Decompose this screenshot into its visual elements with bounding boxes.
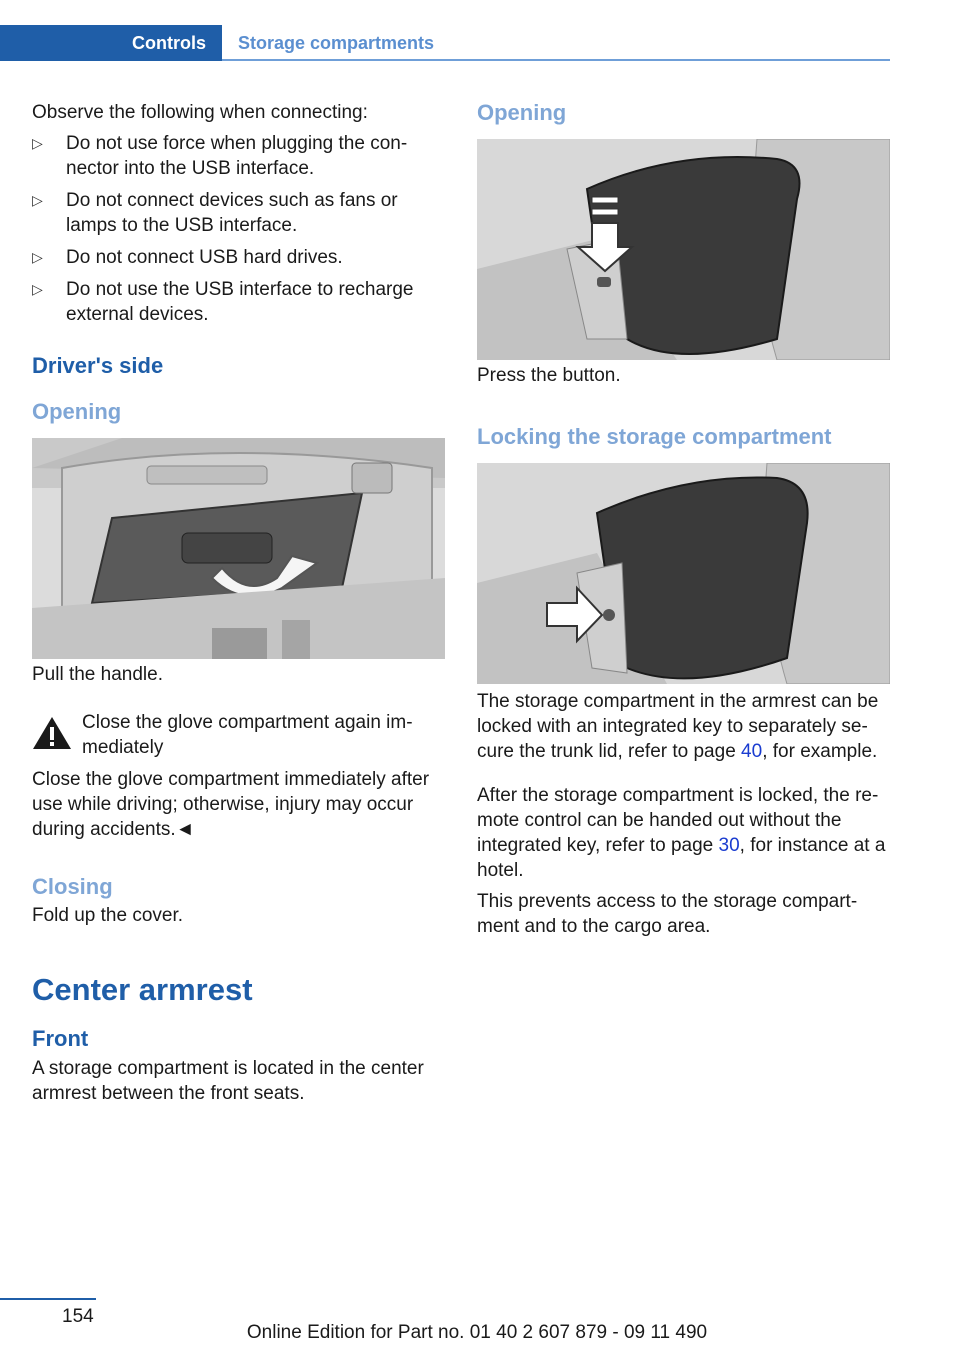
list-item: ▷ Do not use the USB interface to recharge external devices. (32, 279, 414, 325)
pull-handle-caption: Pull the handle. (32, 664, 163, 685)
closing-heading: Closing (32, 874, 113, 899)
list-item: ▷ Do not connect USB hard drives. (32, 247, 343, 268)
list-item: ▷ Do not connect devices such as fans or lamps to the USB interface. (32, 190, 398, 236)
closing-text: Fold up the cover. (32, 905, 184, 926)
warning-triangle-icon (32, 716, 72, 757)
header-divider (222, 59, 890, 61)
intro-text: Observe the following when connecting: (32, 102, 368, 123)
list-item: ▷ Do not use force when plugging the con-nector into the USB interface. (32, 133, 408, 179)
warning-block (32, 710, 446, 760)
press-button-caption: Press the button. (477, 365, 621, 386)
triangle-bullet-icon: ▷ (32, 281, 43, 297)
page-link-30[interactable]: 30 (718, 835, 740, 856)
armrest-opening-illustration (477, 139, 890, 360)
usb-rules-list (32, 131, 446, 327)
locking-heading: Locking the storage compartment (477, 424, 832, 449)
header-breadcrumb[interactable]: Storage compartments (238, 33, 435, 53)
right-column (477, 100, 891, 939)
locking-paragraph-1: The storage compartment in the armrest can be locked with an integrated key to separately se-cure the trunk lid, refer to page 40, for example. (477, 691, 879, 762)
warning-body: Close the glove compartment immediately after use while driving; otherwise, injury may occur during accidents.◄ (32, 769, 430, 840)
triangle-bullet-icon: ▷ (32, 192, 43, 208)
page-link-40[interactable]: 40 (741, 741, 763, 762)
armrest-locking-illustration (477, 463, 890, 684)
front-heading: Front (32, 1026, 89, 1051)
footer-edition: Online Edition for Part no. 01 40 2 607 879 - 09 11 490 (246, 1322, 708, 1343)
drivers-side-heading: Driver's side (32, 353, 164, 378)
center-armrest-heading: Center armrest (32, 972, 253, 1007)
page-number: 154 (62, 1306, 94, 1327)
triangle-bullet-icon: ▷ (32, 249, 43, 265)
opening-heading-right: Opening (477, 100, 567, 125)
triangle-bullet-icon: ▷ (32, 135, 43, 151)
left-column (32, 100, 446, 1106)
opening-heading-left: Opening (32, 399, 122, 424)
warning-title: Close the glove compartment again im-mediately (82, 712, 413, 758)
locking-paragraph-2: After the storage compartment is locked, the re-mote control can be handed out without the integrated key, refer to page 30, for instance at a hotel. (477, 785, 886, 881)
glove-compartment-illustration (32, 438, 445, 659)
footer-divider (0, 1298, 96, 1300)
locking-paragraph-3: This prevents access to the storage compart-ment and to the cargo area. (477, 891, 858, 937)
header-tab-controls[interactable]: Controls (132, 33, 206, 53)
front-text: A storage compartment is located in the center armrest between the front seats. (32, 1058, 424, 1104)
